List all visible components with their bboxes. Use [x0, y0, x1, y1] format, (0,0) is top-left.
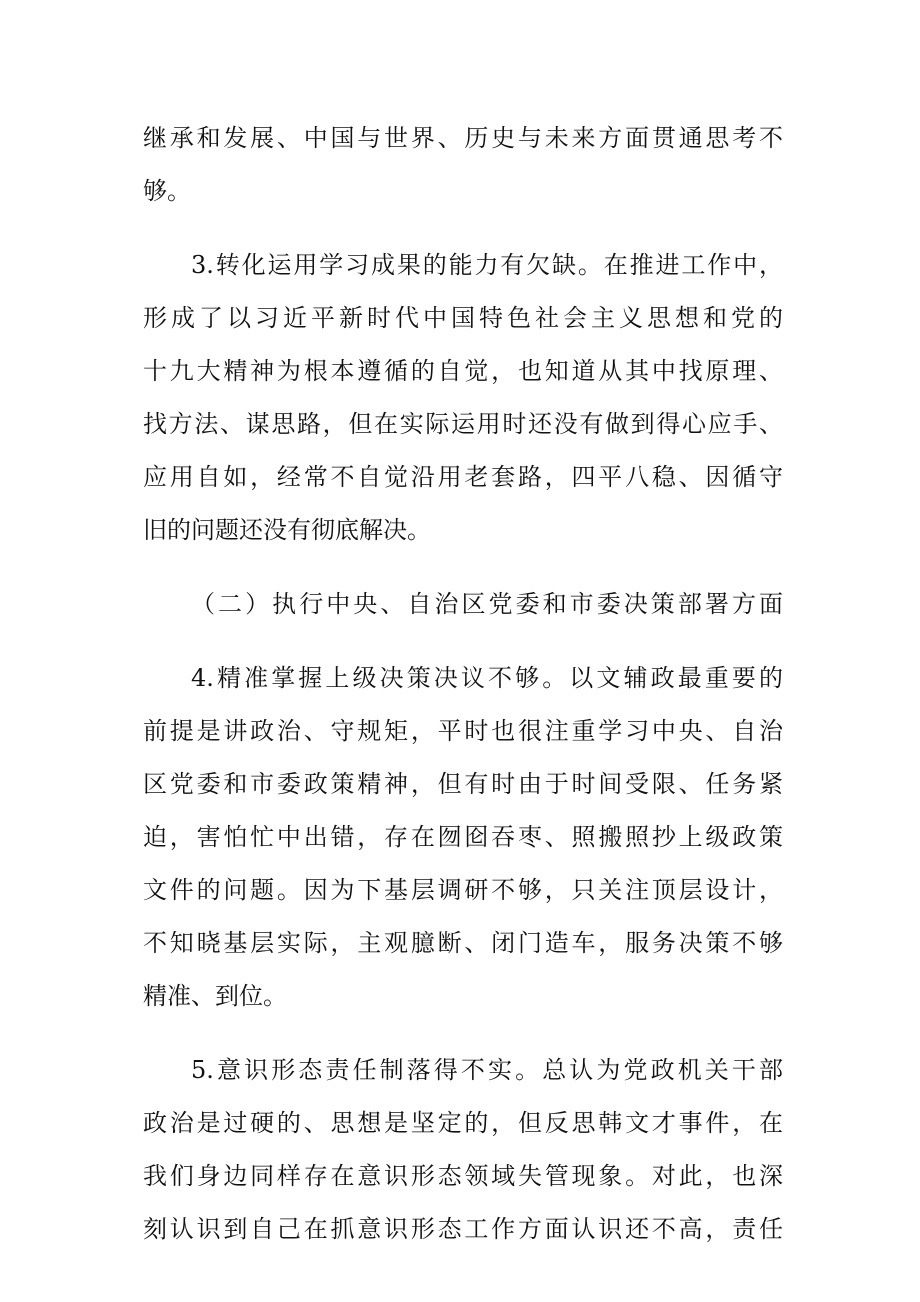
text-line: 不知晓基层实际，主观臆断、闭门造车，服务决策不够	[143, 929, 783, 957]
text-line: 精准、到位。	[143, 982, 287, 1010]
section-heading	[143, 578, 783, 631]
paragraph-item-4	[143, 652, 783, 1023]
text-line: 4.精准掌握上级决策决议不够。以文辅政最重要的	[191, 664, 783, 692]
paragraph-item-5	[143, 1044, 783, 1256]
text-line: 继承和发展、中国与世界、历史与未来方面贯通思考不	[143, 124, 783, 152]
text-line: 刻认识到自己在抓意识形态工作方面认识还不高，责任	[143, 1215, 783, 1243]
text-line: 5.意识形态责任制落得不实。总认为党政机关干部	[191, 1056, 783, 1084]
text-line: 十九大精神为根本遵循的自觉，也知道从其中找原理、	[143, 357, 783, 385]
text-line: 应用自如，经常不自觉沿用老套路，四平八稳、因循守	[143, 463, 783, 491]
paragraph-continuation	[143, 112, 783, 218]
text-line: 政治是过硬的、思想是坚定的，但反思韩文才事件，在	[143, 1109, 783, 1137]
text-line: 3.转化运用学习成果的能力有欠缺。在推进工作中，	[191, 251, 783, 279]
text-line: 迫，害怕忙中出错，存在囫囵吞枣、照搬照抄上级政策	[143, 823, 783, 851]
text-line: 前提是讲政治、守规矩，平时也很注重学习中央、自治	[143, 717, 783, 745]
text-line: 找方法、谋思路，但在实际运用时还没有做到得心应手、	[143, 410, 783, 438]
document-body	[143, 112, 783, 1256]
text-line: 区党委和市委政策精神，但有时由于时间受限、任务紧	[143, 770, 783, 798]
text-line: 文件的问题。因为下基层调研不够，只关注顶层设计，	[143, 876, 783, 904]
text-line: 形成了以习近平新时代中国特色社会主义思想和党的	[143, 304, 783, 332]
heading-line: （二）执行中央、自治区党委和市委决策部署方面	[191, 590, 783, 618]
text-line: 够。	[143, 177, 191, 205]
text-line: 旧的问题还没有彻底解决。	[143, 516, 431, 544]
paragraph-item-3	[143, 239, 783, 557]
text-line: 我们身边同样存在意识形态领域失管现象。对此，也深	[143, 1162, 783, 1190]
